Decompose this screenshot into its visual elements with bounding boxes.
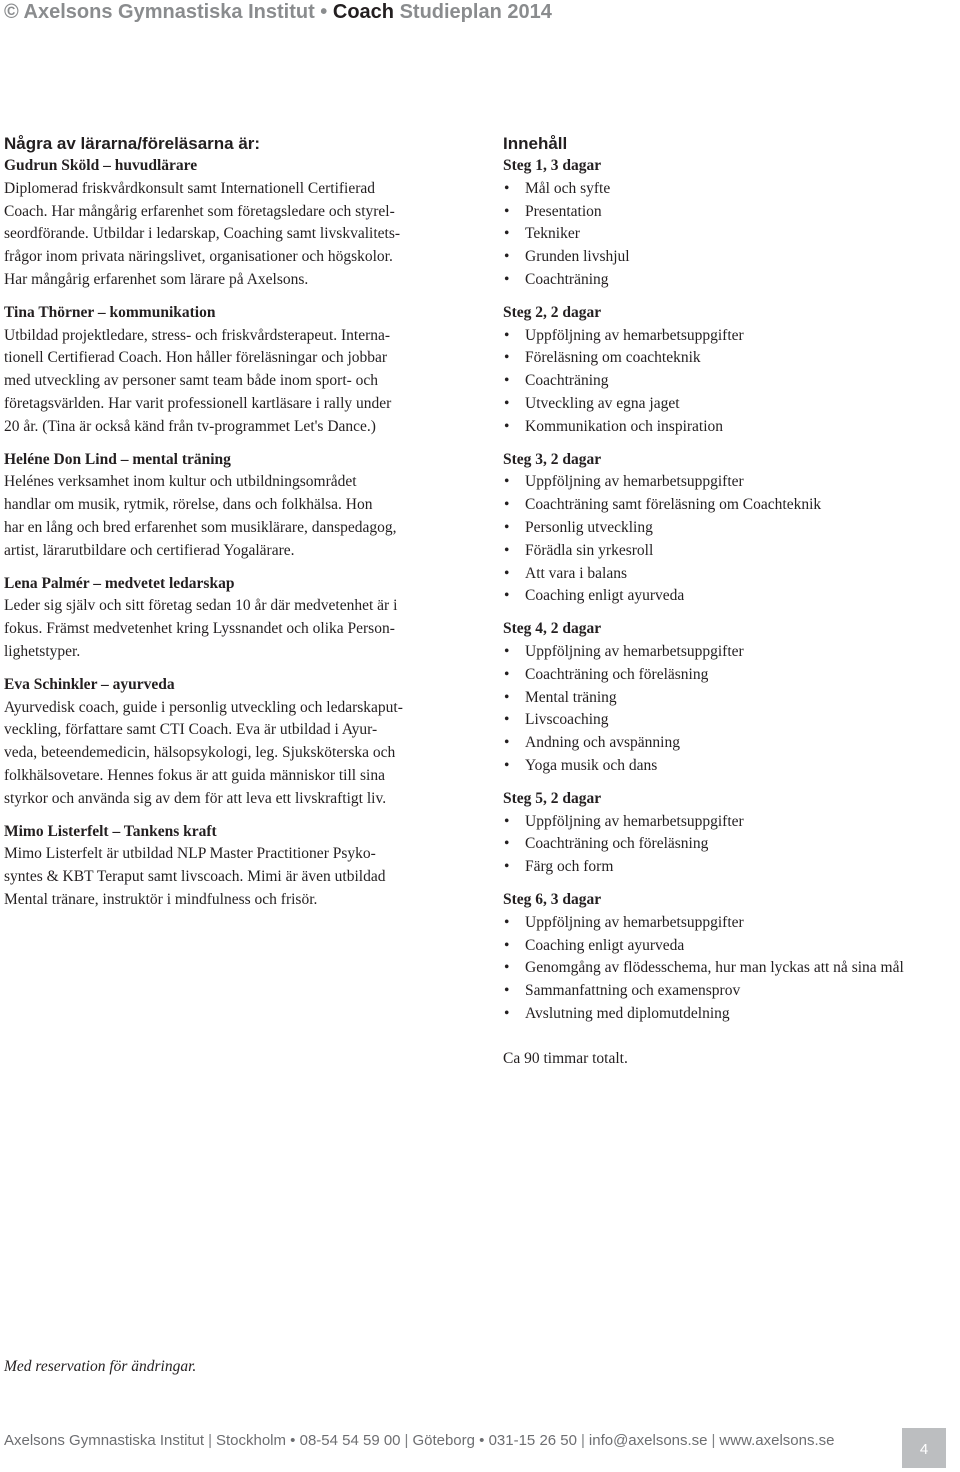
footer-email[interactable]: info@axelsons.se (588, 1432, 708, 1449)
teachers-list (4, 155, 456, 912)
step-item: • Livscoaching (503, 709, 958, 732)
footer-separator: | (208, 1432, 212, 1449)
teacher-bio-line: Mimo Listerfelt är utbildad NLP Master Practitioner Psyko- (4, 845, 376, 863)
teacher-bio-line: Har mångårig erfarenhet som lärare på Axelsons. (4, 270, 309, 288)
step-title: Steg 2, 2 dagar (503, 303, 602, 321)
step-item: • Personlig utveckling (503, 517, 958, 540)
step-items (503, 811, 958, 879)
step-item: • Genomgång av flödesschema, hur man lyckas att nå sina mål (503, 957, 958, 980)
step-items (503, 325, 958, 439)
teacher-name: Mimo Listerfelt – Tankens kraft (4, 822, 217, 840)
step-item: • Coachträning och föreläsning (503, 664, 958, 687)
teacher-bio-line: företagsvärlden. Har varit professionell kartläsare i rally under (4, 394, 392, 412)
step-item: • Coachträning (503, 370, 958, 393)
step-item: • Att vara i balans (503, 563, 958, 586)
teacher-bio-line: artist, lärarutbildare och certifierad Yogalärare. (4, 541, 295, 559)
step-title: Steg 3, 2 dagar (503, 450, 602, 468)
teacher-block (4, 449, 456, 563)
step-block (503, 449, 958, 609)
step-title: Steg 6, 3 dagar (503, 890, 602, 908)
step-item: • Grunden livshjul (503, 246, 958, 269)
header-prefix: © Axelsons Gymnastiska Institut • (4, 1, 328, 23)
step-items (503, 641, 958, 778)
step-block (503, 788, 958, 879)
step-item: • Yoga musik och dans (503, 755, 958, 778)
footer-stockholm: Stockholm • 08-54 54 59 00 (215, 1432, 401, 1449)
teacher-bio-line: fokus. Främst medvetenhet kring Lyssnandet och olika Person- (4, 620, 395, 638)
teacher-bio-line: frågor inom privata näringslivet, organisationer och högskolor. (4, 248, 393, 266)
step-block (503, 618, 958, 778)
step-item: • Kommunikation och inspiration (503, 416, 958, 439)
step-item: • Coachträning och föreläsning (503, 833, 958, 856)
step-block (503, 302, 958, 439)
step-item: • Sammanfattning och examensprov (503, 980, 958, 1003)
teacher-bio-line: Diplomerad friskvårdkonsult samt Internationell Certifierad (4, 179, 376, 197)
step-item: • Mental träning (503, 687, 958, 710)
header-suffix: Studieplan 2014 (399, 1, 552, 23)
step-item: • Färg och form (503, 856, 958, 879)
footer-separator: | (404, 1432, 409, 1449)
page-header (4, 0, 552, 24)
teacher-bio-line: har en lång och bred erfarenhet som musiklärare, danspedagog, (4, 518, 397, 536)
teacher-block (4, 821, 456, 912)
step-item: • Utveckling av egna jaget (503, 393, 958, 416)
step-item: • Förädla sin yrkesroll (503, 540, 958, 563)
teacher-name: Eva Schinkler – ayurveda (4, 675, 175, 693)
header-coach: Coach (332, 1, 394, 23)
teacher-bio-line: tionell Certifierad Coach. Hon håller föreläsningar och jobbar (4, 349, 388, 367)
contents-column (503, 132, 958, 1070)
teacher-bio-line: folkhälsovetare. Hennes fokus är att guida människor till sina (4, 766, 385, 784)
step-item: • Föreläsning om coachteknik (503, 347, 958, 370)
step-items (503, 178, 958, 292)
teacher-name: Lena Palmér – medvetet ledarskap (4, 574, 235, 592)
step-item: • Uppföljning av hemarbetsuppgifter (503, 641, 958, 664)
teacher-bio-line: seordförande. Utbildar i ledarskap, Coaching samt livskvalitets- (4, 225, 401, 243)
teachers-column (4, 132, 456, 912)
page-footer (4, 1430, 834, 1452)
step-block (503, 155, 958, 292)
teacher-bio-line: med utveckling av personer samt team både inom sport- och (4, 372, 379, 390)
step-item: • Uppföljning av hemarbetsuppgifter (503, 471, 958, 494)
step-item: • Uppföljning av hemarbetsuppgifter (503, 811, 958, 834)
teacher-bio-line: veda, beteendemedicin, hälsopsykologi, leg. Sjuksköterska och (4, 744, 396, 762)
teacher-bio-line: syntes & KBT Teraput samt livscoach. Mimi är även utbildad (4, 868, 386, 886)
teacher-bio-line: Ayurvedisk coach, guide i personlig utveckling och ledarskaput- (4, 698, 403, 716)
step-item: • Coaching enligt ayurveda (503, 585, 958, 608)
teacher-block (4, 573, 456, 664)
step-item: • Avslutning med diplomutdelning (503, 1003, 958, 1026)
steps-list (503, 155, 958, 1026)
step-title: Steg 4, 2 dagar (503, 620, 602, 638)
teacher-name: Gudrun Sköld – huvudlärare (4, 157, 198, 174)
step-item: • Mål och syfte (503, 178, 958, 201)
contents-heading: Innehåll (503, 134, 568, 153)
teacher-name: Tina Thörner – kommunikation (4, 303, 216, 321)
teacher-bio-line: veckling, författare samt CTI Coach. Eva är utbildad i Ayur- (4, 721, 378, 739)
step-title: Steg 1, 3 dagar (503, 157, 602, 174)
step-block (503, 889, 958, 1026)
teacher-bio-line: Utbildad projektledare, stress- och friskvårdsterapeut. Interna- (4, 326, 391, 344)
footer-institute: Axelsons Gymnastiska Institut (4, 1432, 205, 1449)
total-hours: Ca 90 timmar totalt. (503, 1049, 628, 1067)
teacher-bio-line: lighetstyper. (4, 642, 81, 660)
teachers-heading: Några av lärarna/föreläsarna är: (4, 134, 261, 153)
teacher-name: Heléne Don Lind – mental träning (4, 450, 231, 468)
footer-separator: | (711, 1432, 716, 1449)
teacher-bio-line: handlar om musik, rytmik, rörelse, dans och folkhälsa. Hon (4, 496, 373, 514)
step-item: • Uppföljning av hemarbetsuppgifter (503, 325, 958, 348)
step-item: • Presentation (503, 201, 958, 224)
step-item: • Coaching enligt ayurveda (503, 935, 958, 958)
step-item: • Tekniker (503, 223, 958, 246)
step-items (503, 471, 958, 608)
teacher-bio-line: Coach. Har mångårig erfarenhet som företagsledare och styrel- (4, 202, 395, 220)
reservation-note: Med reservation för ändringar. (4, 1358, 197, 1375)
step-items (503, 912, 958, 1026)
teacher-block (4, 302, 456, 439)
teacher-bio-line: Mental tränare, instruktör i mindfulness och frisör. (4, 890, 318, 908)
page-number: 4 (902, 1428, 946, 1468)
teacher-bio-line: 20 år. (Tina är också känd från tv-programmet Let's Dance.) (4, 417, 376, 435)
teacher-bio-line: Leder sig själv och sitt företag sedan 10 år där medvetenhet är i (4, 597, 398, 615)
footer-goteborg: Göteborg • 031-15 26 50 (412, 1432, 577, 1449)
footer-website[interactable]: www.axelsons.se (719, 1432, 835, 1449)
footer-separator: | (580, 1432, 585, 1449)
step-item: • Coachträning samt föreläsning om Coachteknik (503, 494, 958, 517)
step-item: • Coachträning (503, 269, 958, 292)
step-item: • Uppföljning av hemarbetsuppgifter (503, 912, 958, 935)
teacher-bio-line: Helénes verksamhet inom kultur och utbildningsområdet (4, 473, 357, 491)
step-title: Steg 5, 2 dagar (503, 789, 602, 807)
teacher-block (4, 155, 456, 292)
teacher-bio-line: styrkor och använda sig av dem för att leva ett livskraftigt liv. (4, 789, 387, 807)
step-item: • Andning och avspänning (503, 732, 958, 755)
teacher-block (4, 674, 456, 811)
